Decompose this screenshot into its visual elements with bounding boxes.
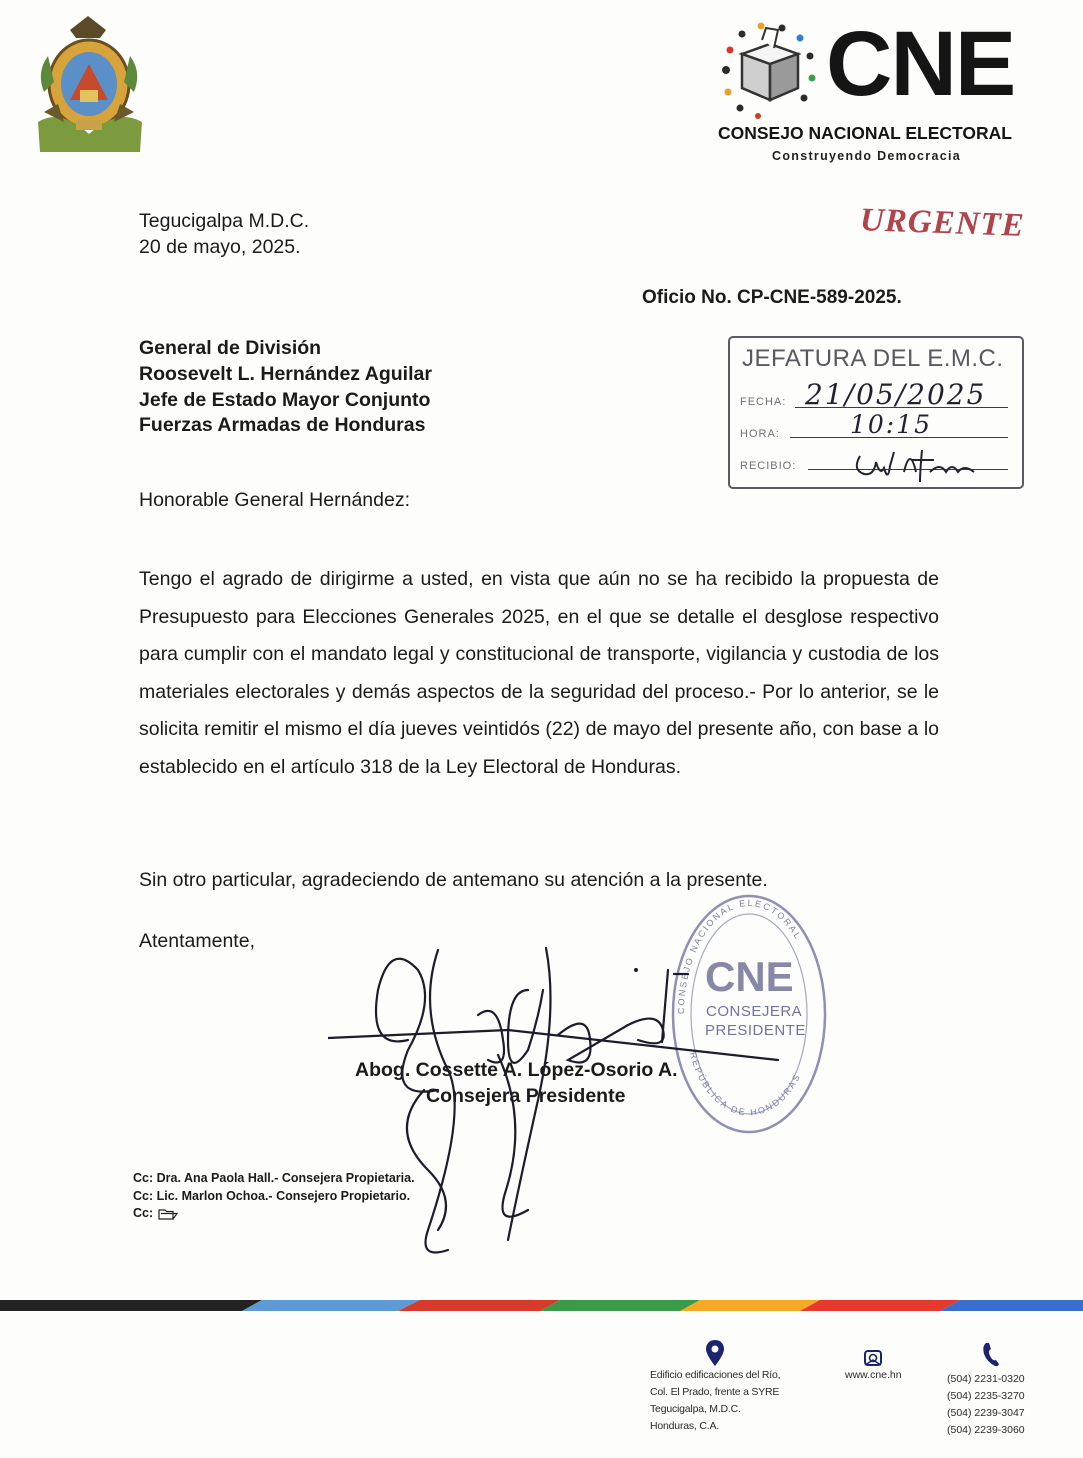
addressee-organization: Fuerzas Armadas de Honduras (139, 414, 426, 436)
honduras-coat-of-arms (30, 12, 148, 160)
regards: Atentamente, (139, 930, 255, 952)
seal-role-line-1: CONSEJERA (706, 1003, 803, 1020)
reference-number: Oficio No. CP-CNE-589-2025. (642, 287, 902, 308)
letter-date: 20 de mayo, 2025. (139, 236, 301, 258)
handwritten-signature (328, 930, 788, 1280)
location-pin-icon (704, 1338, 726, 1368)
seal-role-line-2: PRESIDENTE (705, 1022, 806, 1039)
footer-phone-3: (504) 2239-3047 (947, 1407, 1025, 1419)
folder-icon (158, 1208, 178, 1220)
salutation: Honorable General Hernández: (139, 489, 411, 511)
footer-address-line-4: Honduras, C.A. (650, 1420, 719, 1432)
signer-name: Abog. Cossette A. López-Osorio A. (355, 1059, 678, 1081)
seal-center-text: CNE (705, 953, 794, 1000)
cc-line-1: Cc: Dra. Ana Paola Hall.- Consejera Propietaria. (133, 1171, 415, 1185)
addressee-title: Jefe de Estado Mayor Conjunto (139, 389, 431, 411)
footer-address-line-1: Edificio edificaciones del Río, (650, 1369, 781, 1381)
addressee-rank: General de División (139, 337, 322, 359)
addressee-name: Roosevelt L. Hernández Aguilar (139, 363, 432, 385)
reception-time-value: 10:15 (850, 410, 933, 439)
reception-stamp-title: JEFATURA DEL E.M.C. (742, 345, 1004, 372)
signer-role: Consejera Presidente (426, 1085, 626, 1107)
footer-color-stripe (0, 1297, 1083, 1319)
cne-ballot-box-icon (716, 20, 822, 120)
cne-logo-word: CNE (826, 13, 1015, 115)
urgent-stamp: URGENTE (859, 202, 1026, 244)
reception-date-value: 21/05/2025 (805, 378, 987, 411)
footer-phone-1: (504) 2231-0320 (947, 1373, 1025, 1385)
letter-body: Tengo el agrado de dirigirme a usted, en vista que aún no se ha recibido la propuesta de Presupuesto para Elecciones Generales 2025, en el que se detalle el desglose respectivo para cumplir con el mandato legal y constitucional de transporte, vigilancia y custodia de los materiales electorales y demás aspectos de la seguridad del proceso.- Por lo anterior, se le solicita remitir el mismo el día jueves veintidós (22) de mayo del presente año, con base a lo establecido en el artículo 318 de la Ley Electoral de Honduras. (139, 568, 939, 778)
footer-website: www.cne.hn (845, 1369, 902, 1381)
letter-place: Tegucigalpa M.D.C. (139, 210, 310, 232)
footer-address-line-3: Tegucigalpa, M.D.C. (650, 1403, 741, 1415)
reception-date-label: FECHA: (740, 396, 787, 408)
reception-received-label: RECIBIO: (740, 460, 797, 472)
phone-icon (981, 1340, 1001, 1368)
org-tagline: Construyendo Democracia (772, 149, 961, 163)
cc-line-3: Cc: (133, 1206, 154, 1220)
reception-time-label: HORA: (740, 428, 780, 440)
org-name: CONSEJO NACIONAL ELECTORAL (718, 123, 1012, 143)
cc-line-2: Cc: Lic. Marlon Ochoa.- Consejero Propietario. (133, 1189, 411, 1203)
footer-phone-2: (504) 2235-3270 (947, 1390, 1025, 1402)
seal-ring-bottom: REPÚBLICA DE HONDURAS (687, 1050, 803, 1118)
footer-phone-4: (504) 2239-3060 (947, 1424, 1025, 1436)
reception-handwritten-signature (850, 442, 980, 484)
web-icon (862, 1347, 884, 1369)
footer-address-line-2: Col. El Prado, frente a SYRE (650, 1386, 780, 1398)
closing-line: Sin otro particular, agradeciendo de antemano su atención a la presente. (139, 869, 768, 891)
seal-ring-top: CONSEJO NACIONAL ELECTORAL (675, 897, 804, 1015)
